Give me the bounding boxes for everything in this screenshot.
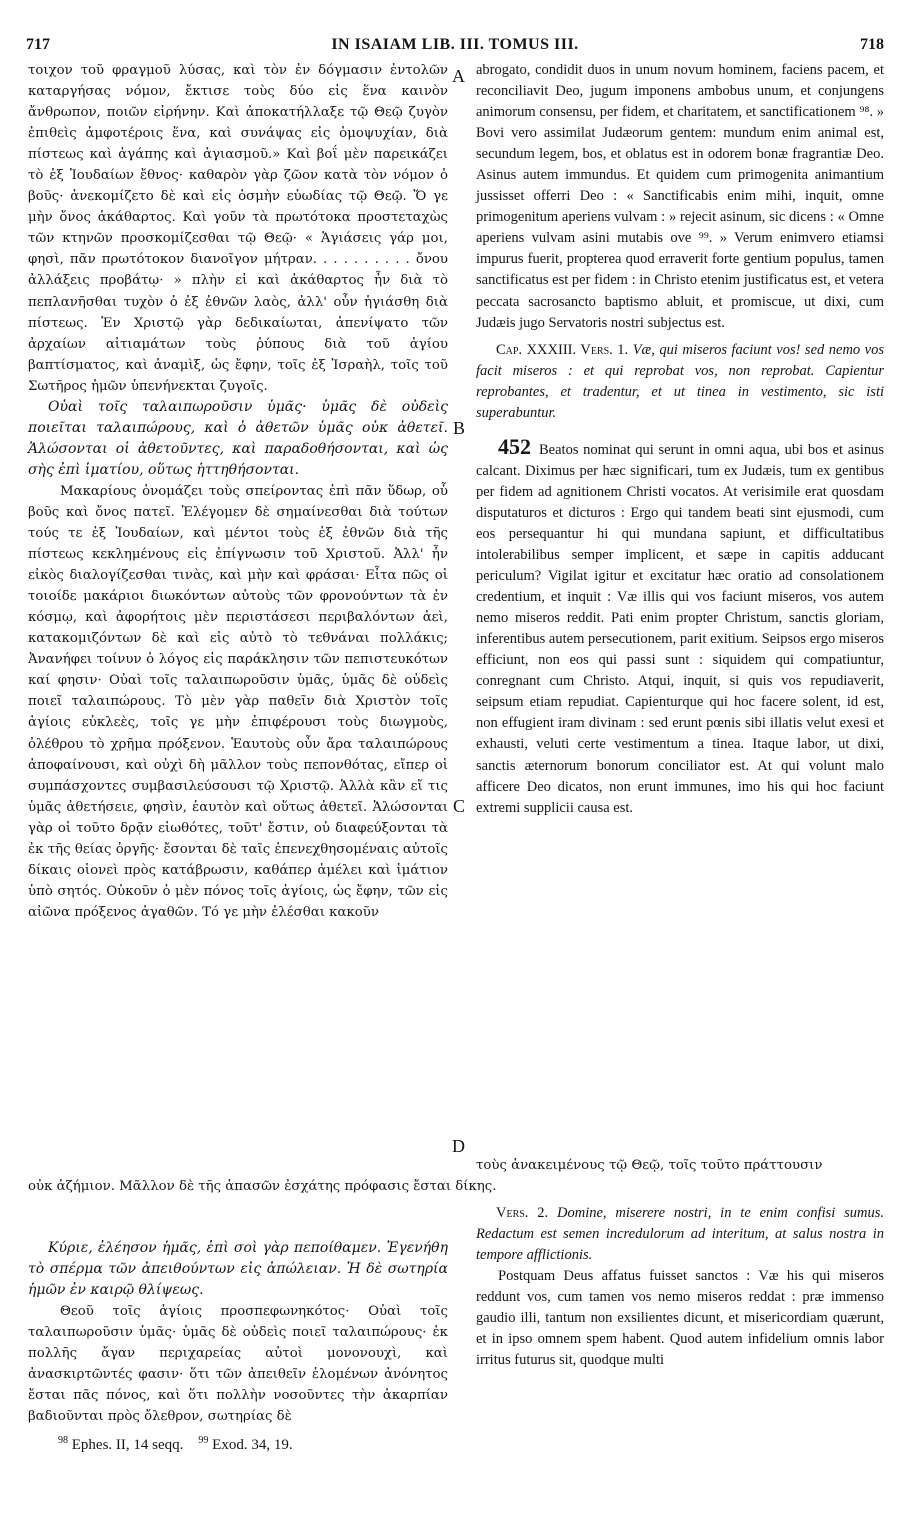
latin-column-lower <box>476 1203 884 1371</box>
footnotes <box>58 1435 293 1454</box>
latin-column <box>476 60 884 819</box>
margin-letter-d: D <box>452 1136 465 1156</box>
greek-column <box>28 60 448 923</box>
footnote-ref: Ephes. II, 14 seqq. <box>71 1437 184 1453</box>
greek-tail-left: οὐκ ἀζήμιον. Μᾶλλον δὲ τῆς ἁπασῶν ἐσχάτης πρόφασις ἔσται δίκης. <box>28 1179 497 1194</box>
greek-tail-right: τοὺς ἀνακειμένους τῷ Θεῷ, τοῖς τοῦτο πράττουσιν <box>476 1158 823 1173</box>
greek-paragraph: Μακαρίους ὀνομάζει τοὺς σπείροντας ἐπὶ πᾶν ὕδωρ, οὗ βοῦς καὶ ὄνος πατεῖ. Ἐλέγομεν δὲ σημαίνεσθαι διὰ τούτων τούς τε ἐξ Ἰουδαίων, καὶ μέντοι τοὺς ἐξ ἐθνῶν διὰ τῆς πίστεως κεκλημένους εἰς ἐπίγνωσιν τοῦ Χριστοῦ. Ἀλλ' ἦν εἰκὸς διαλογίζεσθαι τινὰς, καὶ μὴν καὶ φράσαι· Εἶτα πῶς οἱ τοιοίδε μακάριοι διωκόντων αὐτοὺς τῶν φρονούντων τὰ ἐν κόσμῳ, καὶ ἀφορήτοις μὲν περιστάσεσι περιβαλόντων ἀεὶ, κατακομιζόντων δὲ καὶ εἰς αὐτὸ τὸ τεθνάναι πολλάκις; Ἀνανήφει τοίνυν ὁ λόγος εἰς παράκλησιν τῶν πεπιστευκότων καί φησιν· Οὐαὶ τοῖς ταλαιπωροῦσιν ὑμᾶς, ὑμᾶς δὲ οὐδεὶς ποιεῖ ταλαιπώρους. Τὸ μὲν γὰρ παθεῖν διὰ Χριστὸν τοῖς ἁγίοις εὐκλεὲς, τοῖς γε μὴν ἐπιφέρουσι τοὺς διωγμοὺς, ὀλέθρου τὸ χρῆμα πρόξενον. Ἑαυτοὺς οὖν ἄρα ταλαιπώρους ἀποφαίνουσι, καὶ οὐχὶ δὴ μᾶλλον τοὺς πεπονθότας, εἴπερ οἱ συμπάσχοντες συμβασιλεύσουσι τῷ Χριστῷ. Ἀλλὰ κἂν εἴ τις ὑμᾶς ἀθετήσειε, φησὶν, ἑαυτὸν καὶ οὕτως ἀθετεῖ. Ἁλώσονται γὰρ οἱ τοῦτο δρᾷν εἰωθότες, τοῦτ' ἔστιν, οὐ διαφεύξονται τὰ ἐκ τῆς θείας ὀργῆς· ἔσονται δὲ ταῖς ἐπενεχθησομέναις αὐτοῖς δίκαις οἱονεὶ πρὸς κατάβρωσιν, καθάπερ ἀμέλει καὶ ἱμάτιον ὑπὸ σητός. Οὐκοῦν ὁ μὲν πόνος τοῖς ἁγίοις, ὡς ἔφην, τῶν εἰς αἰῶνα πρόξενος ἀγαθῶν. Τό γε μὴν ἐλέσθαι κακοῦν <box>28 483 448 920</box>
footnote-ref: Exod. 34, 19. <box>212 1437 293 1453</box>
margin-letter-c: C <box>453 796 466 816</box>
running-header <box>26 36 884 58</box>
latin-lemma-text: Væ, qui miseros faciunt vos! sed nemo vos facit miseros : et qui reprobat vos, non reprobat. Capientur reprobantes, et tradentur, et ut tinea in vestimento, sic isti superabuntur. <box>476 341 885 421</box>
latin-paragraph: Postquam Deus affatus fuisset sanctos : Væ his qui miseros reddunt vos, cum tamen vos nemo miseros reddat : præ immenso gaudio illi, tantum non exsilientes dicunt, et misericordiam quærunt, et in ipso omnem spem habent. Quod autem infidelium omnis labor irritus futurus sit, quodque multi <box>476 1268 884 1369</box>
latin-paragraph-text: Beatos nominat qui serunt in omni aqua, ubi bos et asinus calcant. Diximus per hæc significari, tum ex Judæis, tum ex gentibus per fidem ad agnitionem Christi vocatos. At verisimile erat quosdam disputaturos et dicturos : Ergo qui tandem beati sint ejusmodi, cum eos persequantur hi qui mundana sapiunt, et difficultatibus intolerabilibus semper implicent, et sæpe in capitis adducant periculum? Vigilat igitur et excitatur hæc oratio ad consolationem credentium, et inquit : Væ illis qui vos faciunt miseros, vos autem nemo miseros reddit. Pati enim propter Christum, sanctis gloriam, inferentibus autem persecutionem, parit exitium. Seipsos ergo miseros efficiunt, non eos qui passi sunt : siquidem qui compatiuntur, conregnant cum Christo. Atqui, inquit, si quis vos repudiaverit, seipsum etiam repudiat. Capienturque qui hoc facere solent, id est, non effugient iram divinam : sed erunt pœnis sibi illatis velut exesi et exhausti, veluti certe vestimentum a tinea. Itaque labor, ut dixi, sanctis æternorum bonorum conciliator est. At qui volunt malo afficere Deo dicatos, non erunt immunes, imo his qui hoc faciunt extremi supplicii causa est. <box>476 441 884 816</box>
margin-letter-a: A <box>452 66 465 86</box>
chapter-label: Cap. XXXIII. Vers. 1. <box>496 341 629 358</box>
latin-paragraph <box>476 433 884 819</box>
footnote-marker: 98 <box>58 1435 68 1446</box>
page-number-left: 717 <box>26 36 50 53</box>
greek-lemma: Κύριε, ἐλέησον ἡμᾶς, ἐπὶ σοὶ γὰρ πεποίθαμεν. Ἐγενήθη τὸ σπέρμα τῶν ἀπειθούντων εἰς ἀπώλειαν. Ἡ δὲ σωτηρία ἡμῶν ἐν καιρῷ θλίψεως. <box>28 1240 448 1299</box>
latin-lemma <box>476 1203 884 1266</box>
latin-lemma <box>476 340 884 424</box>
section-number: 452 <box>498 433 531 459</box>
page-number-right: 718 <box>860 36 884 53</box>
greek-paragraph: τοιχον τοῦ φραγμοῦ λύσας, καὶ τὸν ἐν δόγμασιν ἐντολῶν καταργήσας νόμον, ἔκτισε τοὺς δύο εἰς ἕνα καινὸν ἄνθρωπον, ποιῶν εἰρήνην. Καὶ ἀποκατήλλαξε τῷ Θεῷ ζυγὸν ἐπιθεὶς ἀμφοτέροις ἕνα, καὶ συνάψας εἰς ὁμοψυχίαν, διὰ πίστεως καὶ ἀγάπης καὶ ἁγιασμοῦ.» Καὶ βοΐ μὲν παρεικάζει τὸ ἐξ Ἰουδαίων ἔθνος· καθαρὸν γὰρ ζῶον κατὰ τὸν νόμον ὁ βοῦς· ἀνεκομίζετο δὲ καὶ εἰς ὀσμὴν εὐωδίας τῷ Θεῷ. Ὅ γε μὴν ὄνος ἀκάθαρτος. Καὶ γοῦν τὰ πρωτότοκα προστεταχὼς τῶν κτηνῶν προσκομίζεσθαι τῷ Θεῷ· « Ἁγιάσεις γάρ μοι, φησὶ, πᾶν πρωτότοκον διανοῖγον μήτραν. . . . . . . . . . ὄνου ἀλλάξεις προβάτῳ· » πλὴν εἰ καὶ ἀκάθαρτος ἦν διὰ τὸ πεπλανῆσθαι τυχὸν ὁ ἐξ ἐθνῶν λαὸς, ἀλλ' οὖν ἡγιάσθη διὰ πίστεως. Ἐν Χριστῷ γὰρ δεδικαίωται, ἀπενίψατο τῶν ἀρχαίων αἰτιαμάτων τοὺς ῥύπους διὰ τοῦ ἁγίου βαπτίσματος, καὶ ἀναμὶξ, ὡς ἔφην, τοῖς ἐξ Ἰσραὴλ, τοῖς τοῦ Σωτῆρος ἡμῶν ὑπενήνεκται ζυγοῖς. <box>28 63 448 394</box>
greek-lemma: Οὐαὶ τοῖς ταλαιπωροῦσιν ὑμᾶς· ὑμᾶς δὲ οὐδεὶς ποιεῖται ταλαιπώρους, καὶ ὁ ἀθετῶν ὑμᾶς οὐκ ἀθετεῖ. Ἁλώσονται οἱ ἀθετοῦντες, καὶ παραδοθήσονται, καὶ ὡς σὴς ἐπὶ ἱματίου, οὕτως ἡττηθήσονται. <box>28 398 448 478</box>
latin-lemma-text: Domine, miserere nostri, in te enim confisi sumus. Redactum est semen incredulorum ad interitum, at salus nostra in tempore afflictionis. <box>476 1205 885 1264</box>
greek-column-lower <box>28 1238 448 1427</box>
margin-letter-b: B <box>453 418 466 438</box>
running-title: IN ISAIAM LIB. III. TOMUS III. <box>331 36 579 53</box>
footnote-marker: 99 <box>198 1435 209 1446</box>
latin-paragraph: abrogato, condidit duos in unum novum hominem, faciens pacem, et reconciliavit Deo, jugum imponens ambobus unum, et conjungens animorum consensu, per fidem, et charitatem, et sanctificationem ⁹⁸. » Bovi vero assimilat Judæorum gentem: mundum enim animal est, secundum legem, bos, et oblatus est in odorem bonæ fragrantiæ Deo. Asinus autem immundus. Et quidem cum primogenita animantium jussisset offerri Deo : « Sanctificabis enim mihi, inquit, omne primogenitum aperiens vulvam : » rejecit asinum, sic dicens : « Omne aperiens vulvam asini mutabis ove ⁹⁹. » Verum enimvero etiamsi impurus fuerit, propterea quod erraverit forte gentium populus, tamen sanctificatus est per fidem : in Christo etenim justificatus est, et vetera peccata sacrosancto baptismo abluit, et promiscue, ut dixi, cum Judæis jugo Servatoris nostri subjectus est. <box>476 62 884 331</box>
greek-spanning-line <box>28 1176 888 1197</box>
verse-label: Vers. 2. <box>496 1205 549 1221</box>
greek-paragraph: Θεοῦ τοῖς ἁγίοις προσπεφωνηκότος· Οὐαὶ τοῖς ταλαιπωροῦσιν ὑμᾶς· ὑμᾶς δὲ οὐδεὶς ποιεῖ ταλαιπώρους· ἐκ πολλῆς ἄγαν περιχαρείας αὐτοὶ μονονουχὶ, καὶ ἀνασκιρτῶντές φασιν· ὅτι τῶν ἀπειθεῖν ἑλομένων ἀνόνητος ἔσται πᾶς πόνος, καὶ ὅτι πολλὴν νοσοῦντες τὴν ἀκαρπίαν βαδιοῦνται πρὸς ὄλεθρον, σωτηρίας δὲ <box>28 1304 448 1425</box>
